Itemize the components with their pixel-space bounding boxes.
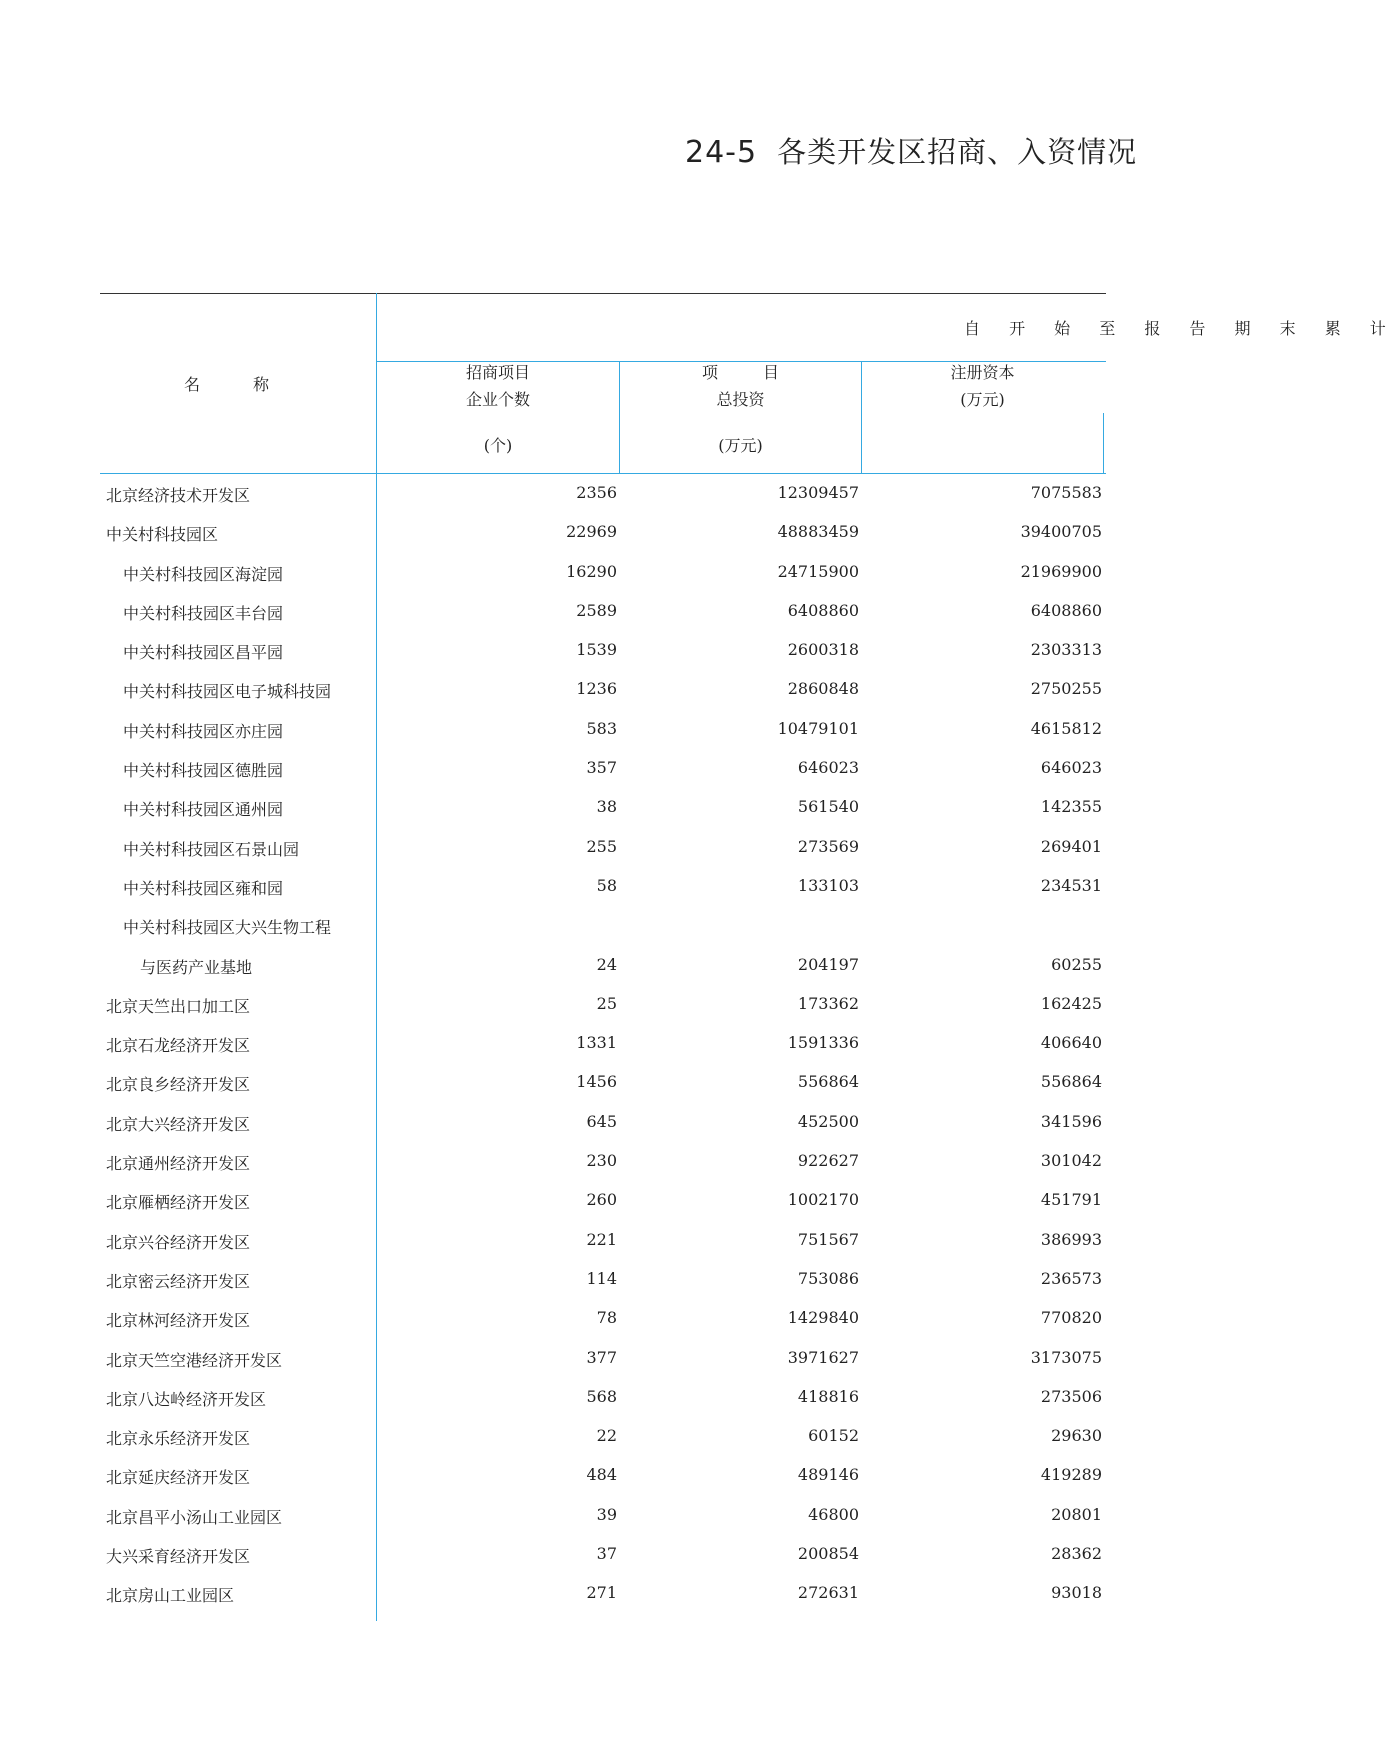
row-name: 北京八达岭经济开发区: [106, 1389, 267, 1409]
table-row: [0, 1535, 1106, 1574]
row-project-count: 58: [596, 875, 617, 895]
row-project-count: 2356: [576, 483, 617, 502]
row-total-investment: 48883459: [777, 522, 859, 542]
row-total-investment: 200854: [797, 1544, 859, 1564]
row-registered-capital: 646023: [1040, 758, 1102, 778]
row-name: 中关村科技园区亦庄园: [123, 721, 284, 741]
row-registered-capital: 770820: [1040, 1308, 1102, 1328]
table-row: [0, 1260, 1106, 1299]
row-total-investment: 24715900: [777, 561, 859, 581]
row-registered-capital: 419289: [1040, 1465, 1102, 1485]
table-row: [0, 553, 1106, 592]
row-project-count: 37: [596, 1544, 617, 1564]
row-name: 北京大兴经济开发区: [106, 1114, 251, 1134]
col3-header: [862, 359, 1103, 413]
row-total-investment: 2600318: [787, 640, 859, 660]
row-total-investment: 751567: [797, 1229, 859, 1249]
row-name: 北京兴谷经济开发区: [106, 1232, 251, 1252]
row-registered-capital: 7075583: [1030, 483, 1102, 502]
row-project-count: 260: [586, 1190, 617, 1210]
row-total-investment: 452500: [797, 1111, 859, 1131]
row-project-count: 1539: [576, 640, 617, 660]
table-row: [0, 631, 1106, 670]
table-row: [0, 1103, 1106, 1142]
row-total-investment: 556864: [797, 1072, 859, 1092]
row-project-count: 583: [586, 718, 617, 738]
col3-header-line1: 注册资本: [950, 363, 1015, 382]
row-registered-capital: 556864: [1040, 1072, 1102, 1092]
table-row: [0, 1181, 1106, 1220]
row-registered-capital: 269401: [1040, 836, 1102, 856]
row-total-investment: 6408860: [787, 600, 859, 620]
row-registered-capital: 3173075: [1030, 1347, 1102, 1367]
row-project-count: 24: [596, 954, 617, 974]
row-project-count: 39: [596, 1504, 617, 1524]
row-name: 北京天竺空港经济开发区: [106, 1350, 283, 1370]
row-total-investment: 489146: [797, 1465, 859, 1485]
table-row: [0, 749, 1106, 788]
row-project-count: 25: [596, 993, 617, 1013]
row-registered-capital: 4615812: [1030, 718, 1102, 738]
table-row: [0, 1378, 1106, 1417]
row-project-count: 22: [596, 1426, 617, 1446]
row-total-investment: 46800: [808, 1504, 859, 1524]
row-total-investment: 1591336: [787, 1033, 859, 1053]
col3-divider: [1103, 413, 1104, 473]
row-project-count: 230: [586, 1151, 617, 1171]
col1-header-line1: 招商项目: [465, 363, 530, 382]
row-name: 北京良乡经济开发区: [106, 1075, 251, 1095]
row-registered-capital: 301042: [1040, 1151, 1102, 1171]
row-name: 北京房山工业园区: [106, 1586, 235, 1606]
row-name: 北京雁栖经济开发区: [106, 1193, 251, 1213]
row-total-investment: 12309457: [777, 483, 859, 502]
row-registered-capital: 451791: [1040, 1190, 1102, 1210]
row-project-count: 1456: [576, 1072, 617, 1092]
col2-header-line1: 项 目: [701, 363, 800, 382]
row-name: 中关村科技园区通州园: [123, 800, 284, 820]
table-body: [0, 474, 1106, 1614]
row-project-count: 16290: [566, 561, 617, 581]
row-project-count: 114: [586, 1268, 617, 1288]
table-row: [0, 1142, 1106, 1181]
row-name: 中关村科技园区海淀园: [123, 564, 284, 584]
row-project-count: 484: [586, 1465, 617, 1485]
row-total-investment: 561540: [797, 797, 859, 817]
row-total-investment: 133103: [797, 875, 859, 895]
row-name: 北京通州经济开发区: [106, 1154, 251, 1174]
row-total-investment: 753086: [797, 1268, 859, 1288]
table-title-text: 各类开发区招商、入资情况: [777, 135, 1138, 169]
row-name: 与医药产业基地: [140, 957, 253, 977]
row-registered-capital: 20801: [1051, 1504, 1102, 1524]
row-total-investment: 60152: [808, 1426, 859, 1446]
cumulative-span-header: 自 开 始 至 报 告 期 末 累 计: [964, 319, 1398, 338]
row-registered-capital: 406640: [1040, 1033, 1102, 1053]
row-name: 中关村科技园区德胜园: [123, 761, 284, 781]
row-name: 北京天竺出口加工区: [106, 996, 251, 1016]
row-registered-capital: 162425: [1040, 993, 1102, 1013]
row-registered-capital: 39400705: [1020, 522, 1102, 542]
row-name: 中关村科技园区昌平园: [123, 643, 284, 663]
row-project-count: 271: [586, 1583, 617, 1603]
table-row: [0, 828, 1106, 867]
table-row: [0, 513, 1106, 552]
table-number: 24-5: [685, 135, 758, 170]
row-project-count: 568: [586, 1386, 617, 1406]
table-row: [0, 1221, 1106, 1260]
row-registered-capital: 142355: [1040, 797, 1102, 817]
table-row: [0, 1299, 1106, 1338]
table-row: [0, 1496, 1106, 1535]
row-project-count: 1331: [576, 1033, 617, 1053]
row-registered-capital: 386993: [1040, 1229, 1102, 1249]
row-name: 中关村科技园区石景山园: [123, 839, 300, 859]
table-row: [0, 1339, 1106, 1378]
row-total-investment: 418816: [797, 1386, 859, 1406]
row-registered-capital: 93018: [1051, 1583, 1102, 1603]
row-registered-capital: 21969900: [1020, 561, 1102, 581]
row-project-count: 645: [586, 1111, 617, 1131]
row-total-investment: 204197: [797, 954, 859, 974]
row-name: 北京密云经济开发区: [106, 1271, 251, 1291]
col3-header-line2: (万元): [960, 390, 1005, 409]
col2-header: [620, 359, 861, 413]
row-total-investment: 173362: [797, 993, 859, 1013]
table-row: [0, 867, 1106, 906]
table-row: [0, 474, 1106, 513]
row-registered-capital: 236573: [1040, 1268, 1102, 1288]
row-project-count: 78: [596, 1308, 617, 1328]
row-total-investment: 1002170: [787, 1190, 859, 1210]
table-row: [0, 710, 1106, 749]
row-registered-capital: 341596: [1040, 1111, 1102, 1131]
row-name: 北京延庆经济开发区: [106, 1468, 251, 1488]
top-rule: [100, 293, 1106, 294]
col1-header: [377, 359, 619, 413]
row-registered-capital: 234531: [1040, 875, 1102, 895]
row-registered-capital: 28362: [1051, 1544, 1102, 1564]
table-row: [0, 592, 1106, 631]
row-project-count: 377: [586, 1347, 617, 1367]
table-row: [0, 1574, 1106, 1613]
col2-unit: (万元): [718, 436, 763, 455]
row-registered-capital: 273506: [1040, 1386, 1102, 1406]
table-row: [0, 985, 1106, 1024]
row-name: 中关村科技园区雍和园: [123, 878, 284, 898]
row-total-investment: 2860848: [787, 679, 859, 699]
row-name: 北京石龙经济开发区: [106, 1036, 251, 1056]
row-project-count: 22969: [566, 522, 617, 542]
row-total-investment: 273569: [797, 836, 859, 856]
row-name: 北京经济技术开发区: [106, 486, 251, 505]
row-total-investment: 922627: [797, 1151, 859, 1171]
row-registered-capital: 29630: [1051, 1426, 1102, 1446]
row-project-count: 255: [586, 836, 617, 856]
table-row: [0, 1063, 1106, 1102]
row-name: 中关村科技园区: [106, 525, 219, 545]
row-name: 中关村科技园区电子城科技园: [123, 682, 332, 702]
row-project-count: 2589: [576, 600, 617, 620]
name-column-header: 名 称: [183, 375, 294, 394]
col2-header-line2: 总投资: [716, 390, 765, 409]
row-name: 北京昌平小汤山工业园区: [106, 1507, 283, 1527]
table-row: [0, 670, 1106, 709]
row-project-count: 221: [586, 1229, 617, 1249]
row-registered-capital: 6408860: [1030, 600, 1102, 620]
row-name: 中关村科技园区大兴生物工程: [123, 918, 332, 938]
col1-header-line2: 企业个数: [465, 390, 530, 409]
row-project-count: 38: [596, 797, 617, 817]
page-title: [685, 130, 1137, 171]
col1-unit: (个): [483, 436, 513, 455]
row-total-investment: 646023: [797, 758, 859, 778]
table-row: [0, 788, 1106, 827]
row-name: 中关村科技园区丰台园: [123, 603, 284, 623]
row-total-investment: 272631: [797, 1583, 859, 1603]
row-project-count: 1236: [576, 679, 617, 699]
row-registered-capital: 2750255: [1030, 679, 1102, 699]
row-project-count: 357: [586, 758, 617, 778]
row-total-investment: 3971627: [787, 1347, 859, 1367]
table-row: [0, 906, 1106, 945]
row-registered-capital: 60255: [1051, 954, 1102, 974]
row-total-investment: 10479101: [777, 718, 859, 738]
row-name: 北京林河经济开发区: [106, 1311, 251, 1331]
row-name: 大兴采育经济开发区: [106, 1547, 251, 1567]
row-name: 北京永乐经济开发区: [106, 1429, 251, 1449]
table-row: [0, 946, 1106, 985]
row-registered-capital: 2303313: [1030, 640, 1102, 660]
table-row: [0, 1456, 1106, 1495]
row-total-investment: 1429840: [787, 1308, 859, 1328]
table-row: [0, 1417, 1106, 1456]
table-row: [0, 1024, 1106, 1063]
